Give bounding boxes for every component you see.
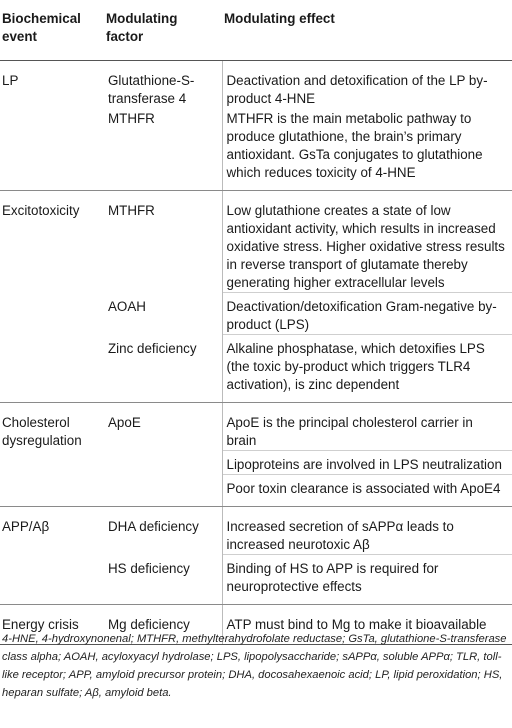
event-cell: Cholesterol dysregulation bbox=[2, 415, 82, 448]
factor-cell: Mg deficiency bbox=[104, 605, 222, 645]
header-biochemical-event: Biochemical event bbox=[0, 0, 104, 61]
effect-cell: Alkaline phosphatase, which detoxifies LPS (the toxic by-product which triggers TLR4 activation), is zinc dependent bbox=[222, 335, 512, 403]
effect-cell: Binding of HS to APP is required for neuroprotective effects bbox=[222, 555, 512, 605]
effect-cell: Low glutathione creates a state of low antioxidant activity, which results in increased oxidative stress. Higher oxidative stress results in reverse transport of glutamate thereby generating higher extracellular levels bbox=[222, 191, 512, 293]
event-cell bbox=[0, 293, 104, 335]
factor-cell bbox=[104, 475, 222, 507]
table-row bbox=[0, 451, 512, 475]
event-cell bbox=[0, 108, 104, 191]
table-row bbox=[0, 108, 512, 191]
event-cell bbox=[0, 451, 104, 475]
table-header-row bbox=[0, 0, 512, 61]
event-cell bbox=[0, 335, 104, 403]
event-cell: Energy crisis bbox=[0, 605, 104, 645]
effect-cell: Deactivation and detoxification of the LP by-product 4-HNE bbox=[222, 61, 512, 109]
effect-cell: ApoE is the principal cholesterol carrier in brain bbox=[222, 403, 512, 451]
factor-cell: DHA deficiency bbox=[108, 519, 199, 534]
table-row bbox=[0, 403, 512, 451]
effect-cell: Deactivation/detoxification Gram-negative by-product (LPS) bbox=[222, 293, 512, 335]
table-row bbox=[0, 475, 512, 507]
header-modulating-effect: Modulating effect bbox=[222, 0, 512, 61]
table-row bbox=[0, 555, 512, 605]
event-cell: Excitotoxicity bbox=[2, 203, 80, 218]
event-cell bbox=[0, 555, 104, 605]
table-row bbox=[0, 293, 512, 335]
factor-cell: MTHFR bbox=[108, 203, 155, 218]
factor-cell: HS deficiency bbox=[104, 555, 222, 605]
table-row bbox=[0, 335, 512, 403]
factor-cell: Glutathione-S-transferase 4 bbox=[108, 73, 195, 106]
effect-cell: Lipoproteins are involved in LPS neutralization bbox=[222, 451, 512, 475]
table-row bbox=[0, 507, 512, 555]
factor-cell bbox=[104, 451, 222, 475]
event-cell: LP bbox=[2, 73, 19, 88]
effect-cell: Increased secretion of sAPPα leads to increased neurotoxic Aβ bbox=[222, 507, 512, 555]
table-row bbox=[0, 61, 512, 109]
effect-cell: ATP must bind to Mg to make it bioavailable bbox=[222, 605, 512, 645]
event-cell bbox=[0, 475, 104, 507]
factor-cell: AOAH bbox=[108, 298, 146, 314]
header-modulating-factor: Modulating factor bbox=[104, 0, 222, 61]
event-cell: APP/Aβ bbox=[2, 519, 50, 534]
factor-cell: Zinc deficiency bbox=[104, 335, 222, 403]
table-row bbox=[0, 191, 512, 293]
factor-cell: MTHFR bbox=[104, 108, 222, 191]
table-footnote: 4-HNE, 4-hydroxynonenal; MTHFR, methylterahydrofolate reductase; GsTa, glutathione-S-transferase class alpha; AOAH, acyloxyacyl hydrolase; LPS, lipopolysaccharide; sAPPα, soluble APPα; TLR, toll-like receptor; APP, amyloid precursor protein; DHA, docosahexaenoic acid; LP, lipid peroxidation; HS, heparan sulfate; Aβ, amyloid beta. bbox=[2, 633, 507, 699]
effect-cell: Poor toxin clearance is associated with ApoE4 bbox=[222, 475, 512, 507]
factor-cell: ApoE bbox=[108, 415, 141, 430]
effect-cell: MTHFR is the main metabolic pathway to produce glutathione, the brain’s primary antioxidant. GsTa conjugates to glutathione which reduces toxicity of 4-HNE bbox=[222, 108, 512, 191]
